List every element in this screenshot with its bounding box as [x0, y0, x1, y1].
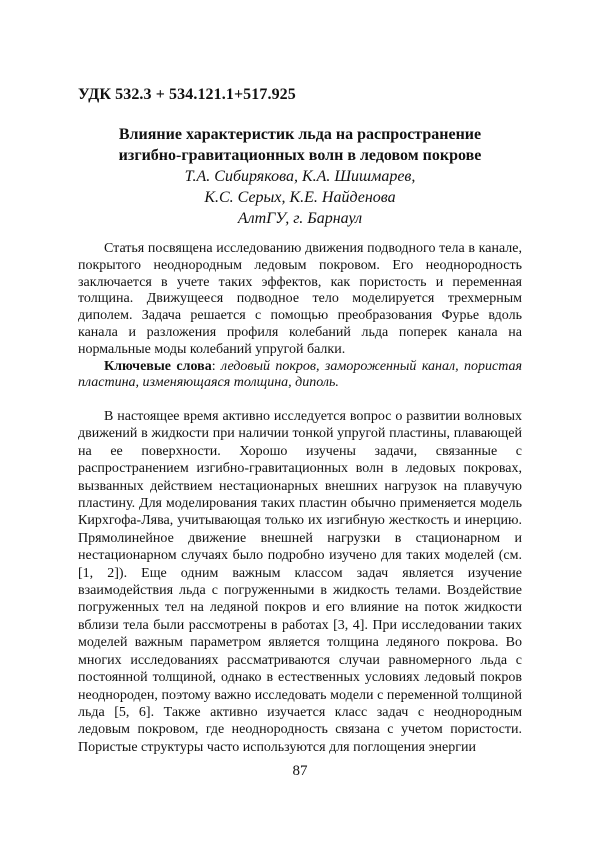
abstract-text: Статья посвящена исследованию движения подводного тела в канале, покрытого неоднородным ледовым покровом. Его неоднородность заключается в учете таких эффектов, как пористость и переменная толщина. Движущееся подводное тело моделируется трехмерным диполем. Задача решается с помощью преобразования Фурье вдоль канала и разложения профиля колебаний льда поперек канала на нормальные моды колебаний упругой балки.: [78, 241, 522, 357]
keywords-label: Ключевые слова: [104, 358, 212, 374]
keywords: [78, 359, 522, 393]
body-text: [78, 408, 522, 756]
keywords-list: ледовый покров, замороженный канал, пористая пластина, изменяющаяся толщина, диполь.: [78, 358, 522, 391]
authors-line-2: К.С. Серых, К.Е. Найденова: [204, 189, 396, 206]
title-block: [60, 124, 540, 229]
article-title-line-1: Влияние характеристик льда на распространение: [118, 126, 482, 143]
abstract: [78, 241, 522, 392]
body-paragraph: В настоящее время активно исследуется вопрос о развитии волновых движений в жидкости при наличии тонкой упругой пластины, плавающей на ее поверхности. Хорошо изучены задачи, связанные с распространением изгибно-гравитационных волн в ледовых покровах, вызванных действием нестационарных внешних нагрузок на плавучую пластину. Для моделирования таких пластин обычно применяется модель Кирхгофа-Лява, учитывающая только их изгибную жесткость и инерцию. Прямолинейное движение внешней нагрузки в стационарном и нестационарном случаях было подробно изучено для таких моделей (см. [1, 2]). Еще одним важным классом задач является изучение взаимодействия льда с погруженными в жидкость телами. Воздействие погруженных тел на ледяной покров и его влияние на поток жидкости вблизи тела были рассмотрены в работах [3, 4]. При исследовании таких моделей важным параметром является толщина ледяного покрова. Во многих исследованиях рассматриваются случаи равномерного льда с постоянной толщиной, однако в естественных условиях ледовый покров неоднороден, поэтому важно исследовать модели с переменной толщиной льда [5, 6]. Также активно изучается класс задач с неоднородным ледовым покровом, где неоднородность связана с учетом пористости. Пористые структуры часто используются для поглощения энергии: [78, 409, 522, 755]
udk-code: УДК 532.3 + 534.121.1+517.925: [78, 86, 296, 103]
affiliation: АлтГУ, г. Барнаул: [237, 210, 363, 227]
page-number: 87: [292, 763, 308, 779]
keywords-separator: :: [211, 358, 221, 374]
article-title-line-2: изгибно-гравитационных волн в ледовом покрове: [118, 147, 482, 164]
authors-line-1: Т.А. Сибирякова, К.А. Шишмарев,: [184, 168, 416, 185]
